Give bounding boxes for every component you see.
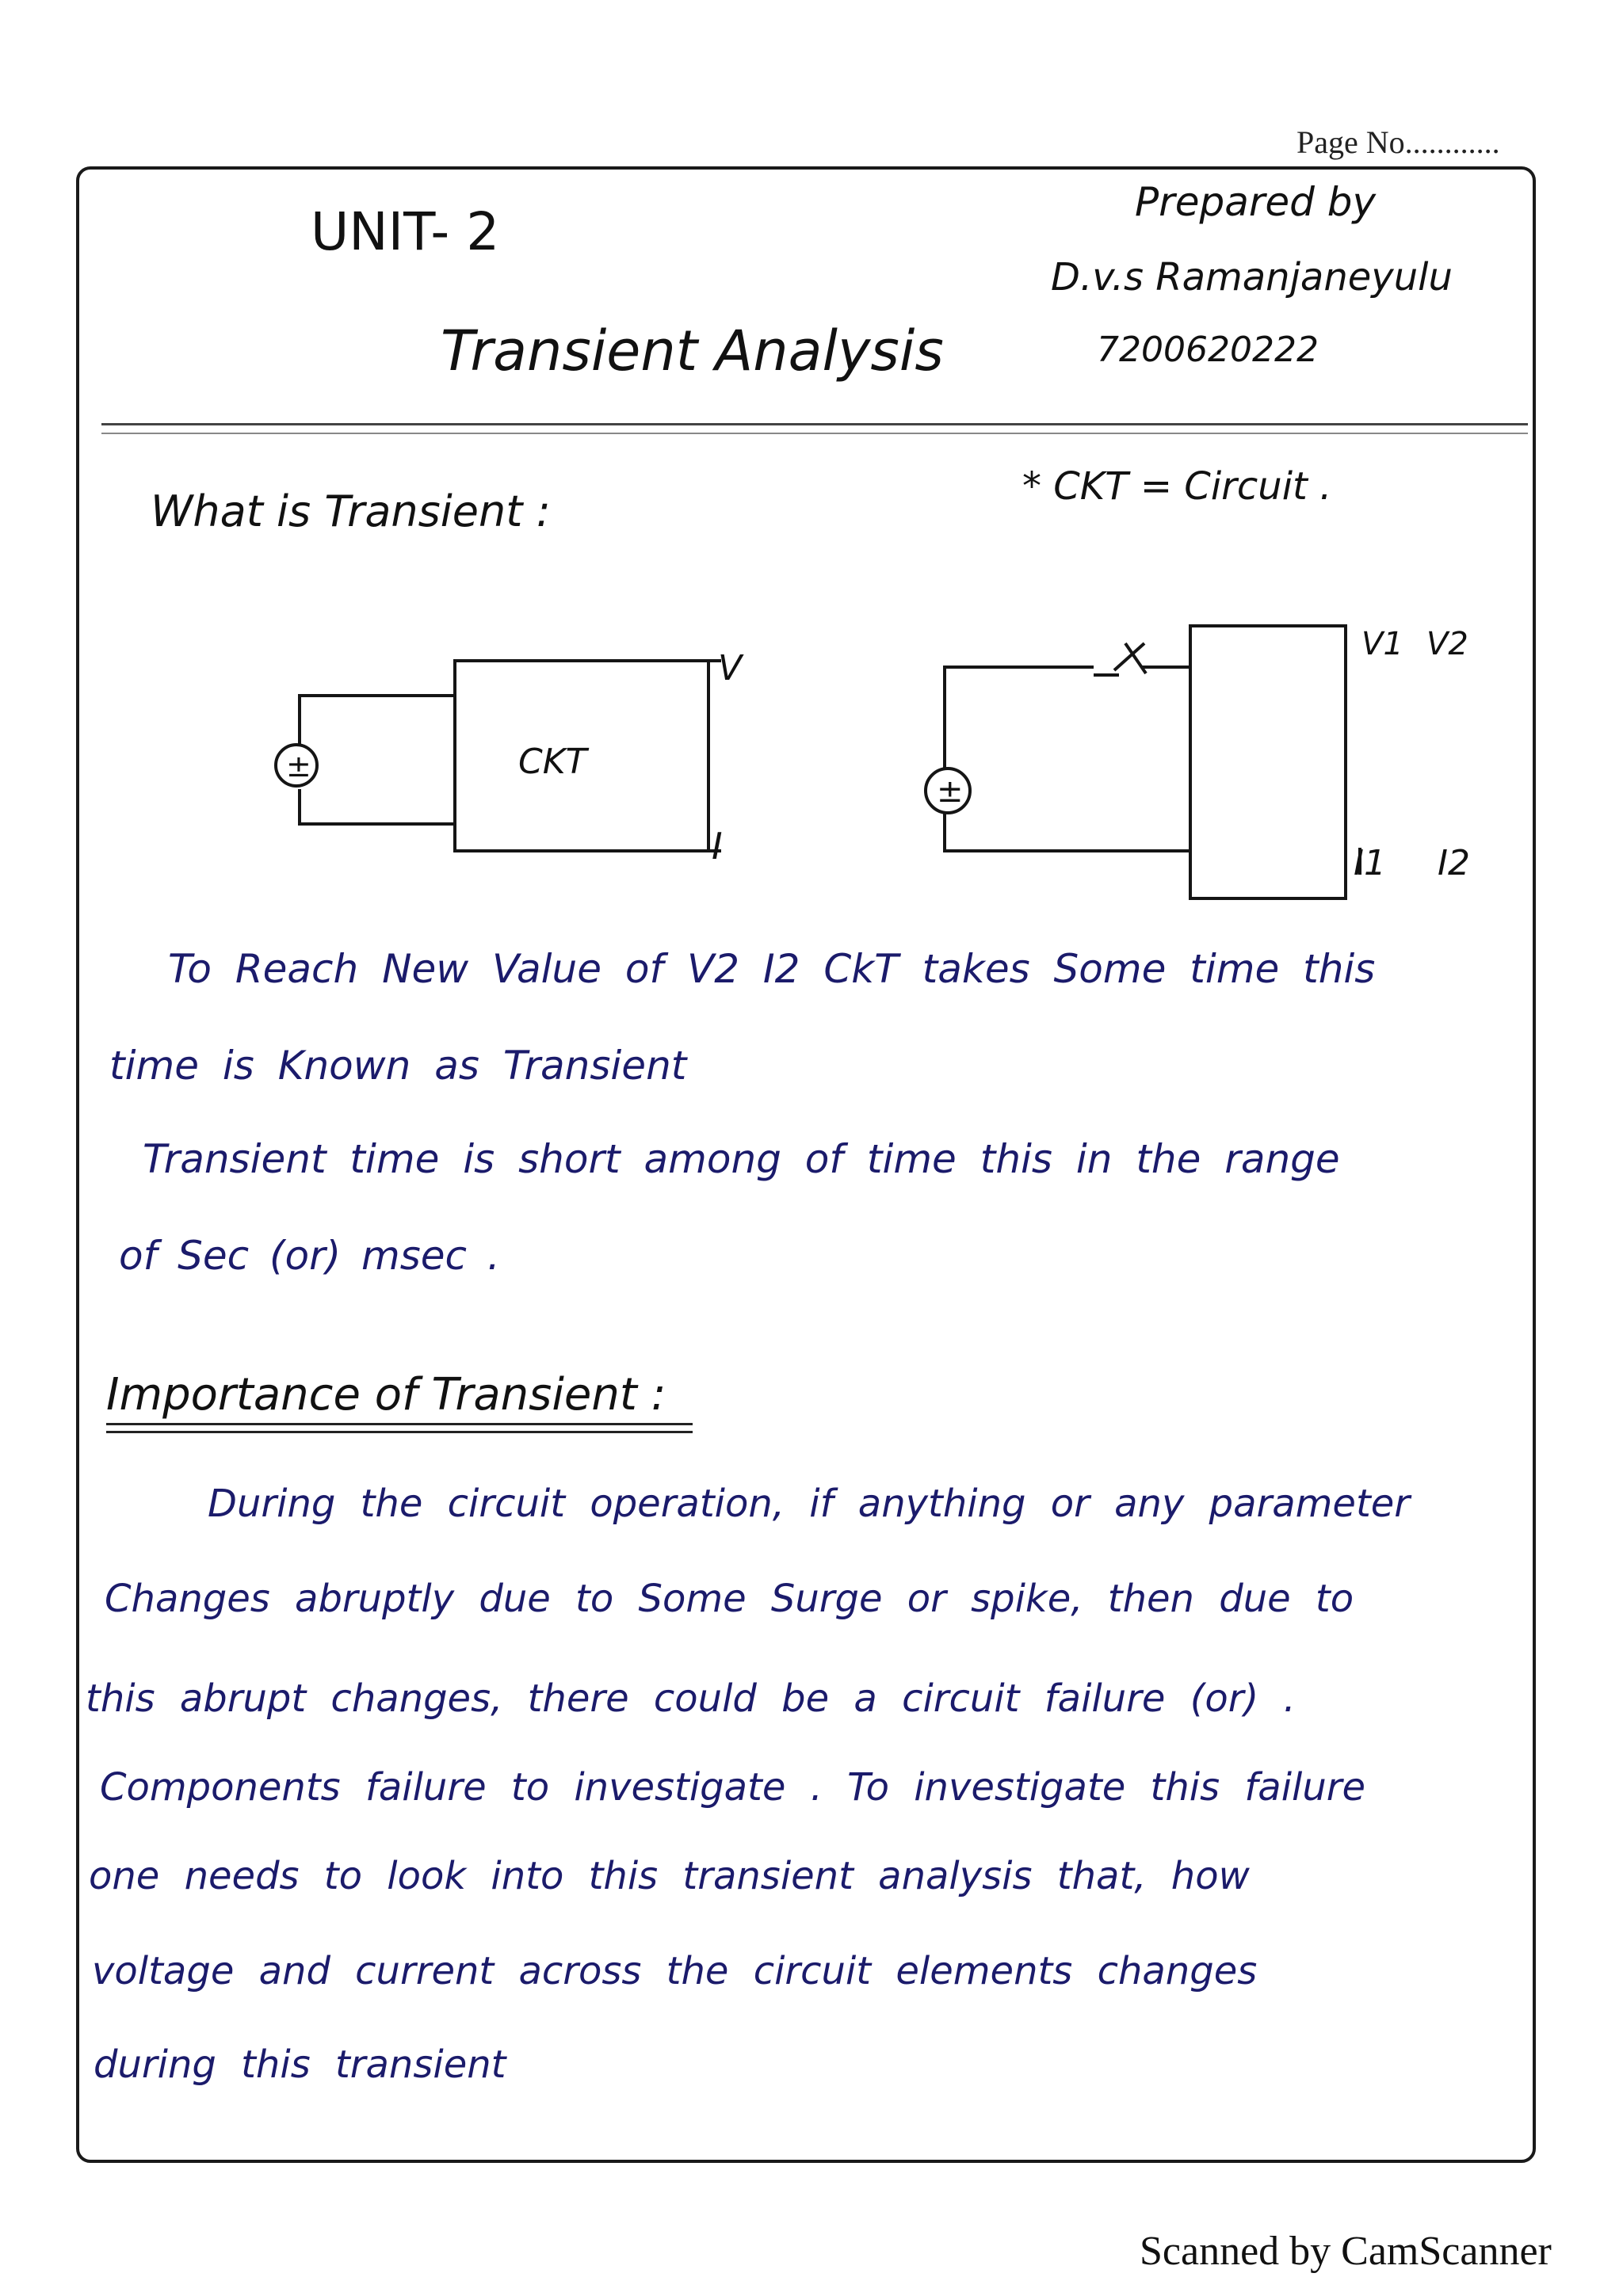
source-symbol: ±	[286, 749, 311, 784]
author-phone: 7200620222	[1097, 330, 1319, 370]
body-line: of Sec (or) msec .	[119, 1233, 500, 1279]
body-line: To Reach New Value of V2 I2 CkT takes Some time this	[168, 946, 1376, 992]
abbreviation-note: * CKT = Circuit .	[1022, 464, 1332, 509]
voltage-label: V	[718, 648, 743, 688]
wire-top-2	[945, 667, 1094, 770]
circuit-diagram-simple	[276, 661, 721, 851]
i2-label: I2	[1438, 843, 1470, 883]
body-line: During the circuit operation, if anything or any parameter	[208, 1482, 1411, 1526]
i1-label: I1	[1354, 843, 1386, 883]
v2-label: V2	[1426, 626, 1468, 662]
wire-bottom-2	[945, 813, 1190, 851]
circuit-diagram-switched	[926, 626, 1360, 898]
body-line: Changes abruptly due to Some Surge or spike, then due to	[105, 1577, 1354, 1621]
prepared-by-label: Prepared by	[1135, 179, 1377, 225]
source-symbol-2: ±	[937, 773, 964, 810]
section-heading-text: Importance of Transient :	[106, 1369, 666, 1421]
ckt-block-2	[1190, 626, 1346, 898]
heading-underline-double	[106, 1431, 693, 1433]
body-line: this abrupt changes, there could be a circuit failure (or) .	[86, 1676, 1296, 1721]
v1-label: V1	[1361, 626, 1403, 662]
body-line: one needs to look into this transient analysis that, how	[89, 1854, 1250, 1898]
wire-bottom	[300, 789, 455, 824]
section-heading	[106, 1369, 666, 1421]
wire-top	[300, 696, 455, 745]
unit-heading: UNIT- 2	[311, 201, 500, 262]
body-line: Components failure to investigate . To investigate this failure	[100, 1765, 1366, 1810]
body-line: time is Known as Transient	[109, 1043, 687, 1089]
current-label: I	[712, 825, 723, 868]
ckt-label: CKT	[518, 742, 587, 782]
scanner-footer: Scanned by CamScanner	[1140, 2229, 1552, 2274]
body-line: during this transient	[94, 2042, 506, 2087]
author-name: D.v.s Ramanjaneyulu	[1051, 255, 1453, 299]
page-title: Transient Analysis	[441, 318, 944, 383]
heading-underline	[106, 1423, 693, 1425]
circuit-diagrams	[0, 0, 1623, 935]
section-question: What is Transient :	[151, 486, 551, 536]
page-number: Page No............	[1296, 124, 1500, 160]
body-line: Transient time is short among of time this in the range	[143, 1136, 1340, 1182]
body-line: voltage and current across the circuit elements changes	[92, 1949, 1258, 1993]
